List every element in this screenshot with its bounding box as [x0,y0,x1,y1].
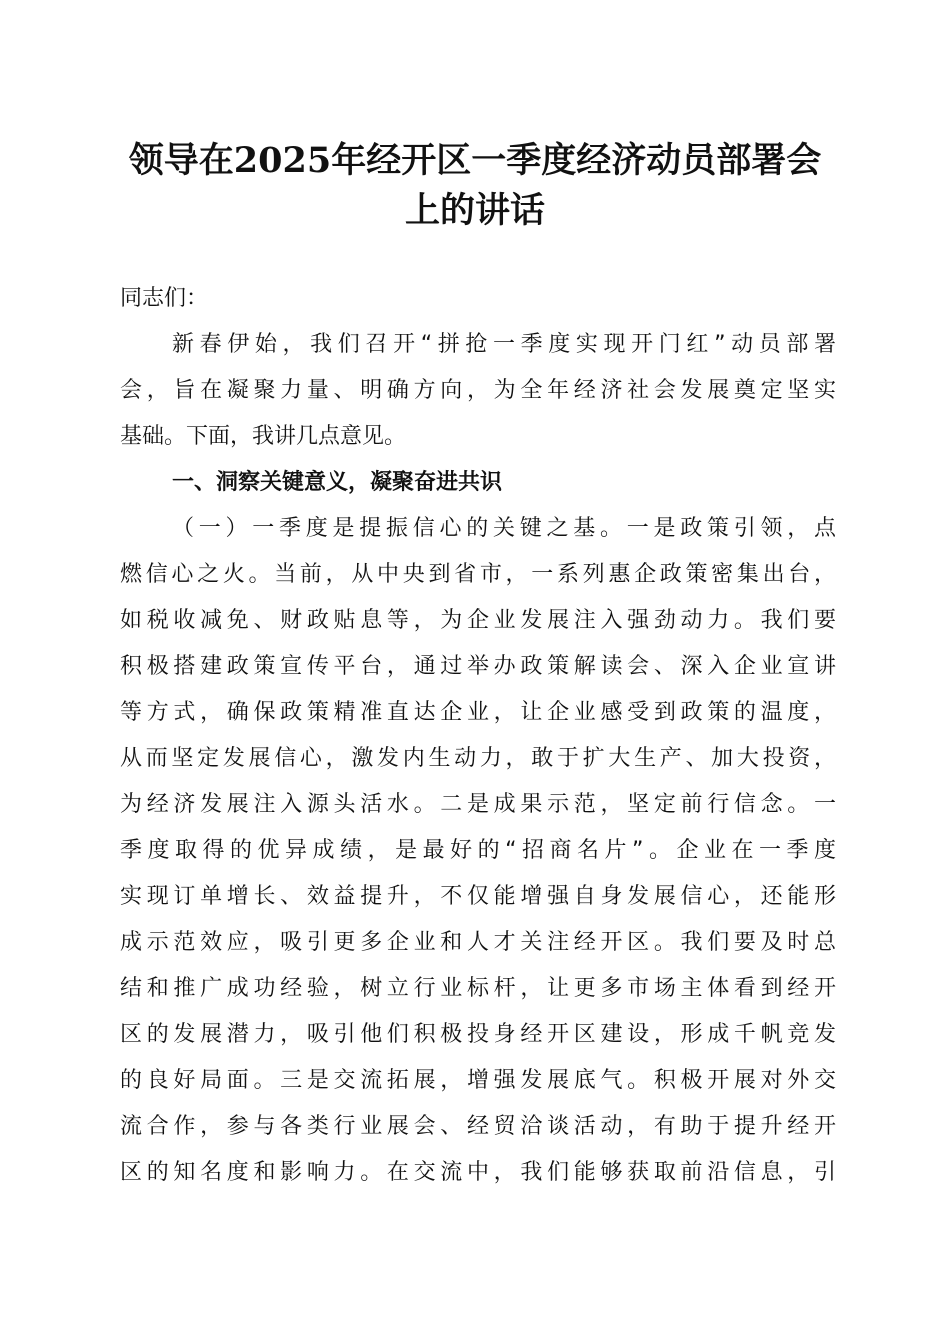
body-line: 从而坚定发展信心，激发内生动力，敢于扩大生产、加大投资， [120,746,836,771]
body-line: 如税收减免、财政贴息等，为企业发展注入强劲动力。我们要 [120,608,836,633]
document-body [120,276,836,1196]
body-line: 为经济发展注入源头活水。二是成果示范，坚定前行信念。一 [120,792,836,817]
body-line: 结和推广成功经验，树立行业标杆，让更多市场主体看到经开 [120,976,836,1001]
intro-line: 新春伊始，我们召开“拼抢一季度实现开门红”动员部署 [172,332,836,357]
body-line: 等方式，确保政策精准直达企业，让企业感受到政策的温度， [120,700,836,725]
body-line: 的良好局面。三是交流拓展，增强发展底气。积极开展对外交 [120,1068,836,1093]
body-line: 季度取得的优异成绩，是最好的“招商名片”。企业在一季度 [120,838,836,863]
body-line: 燃信心之火。当前，从中央到省市，一系列惠企政策密集出台， [120,562,836,587]
intro-line: 会，旨在凝聚力量、明确方向，为全年经济社会发展奠定坚实 [120,378,836,403]
body-line: 区的发展潜力，吸引他们积极投身经开区建设，形成千帆竞发 [120,1022,836,1047]
title-line-1: 领导在2025年经开区一季度经济动员部署会 [128,140,822,181]
title-line-2: 上的讲话 [404,190,545,231]
body-line: 流合作，参与各类行业展会、经贸洽谈活动，有助于提升经开 [120,1114,836,1139]
body-line: （一）一季度是提振信心的关键之基。一是政策引领，点 [172,516,836,541]
body-line: 实现订单增长、效益提升，不仅能增强自身发展信心，还能形 [120,884,836,909]
intro-line: 基础。下面，我讲几点意见。 [120,424,407,449]
body-line: 成示范效应，吸引更多企业和人才关注经开区。我们要及时总 [120,930,836,955]
section-heading: 一、洞察关键意义，凝聚奋进共识 [172,470,503,495]
salutation: 同志们： [120,286,209,311]
body-line: 积极搭建政策宣传平台，通过举办政策解读会、深入企业宣讲 [120,654,836,679]
document-title [100,136,850,236]
body-line: 区的知名度和影响力。在交流中，我们能够获取前沿信息，引 [120,1160,836,1185]
